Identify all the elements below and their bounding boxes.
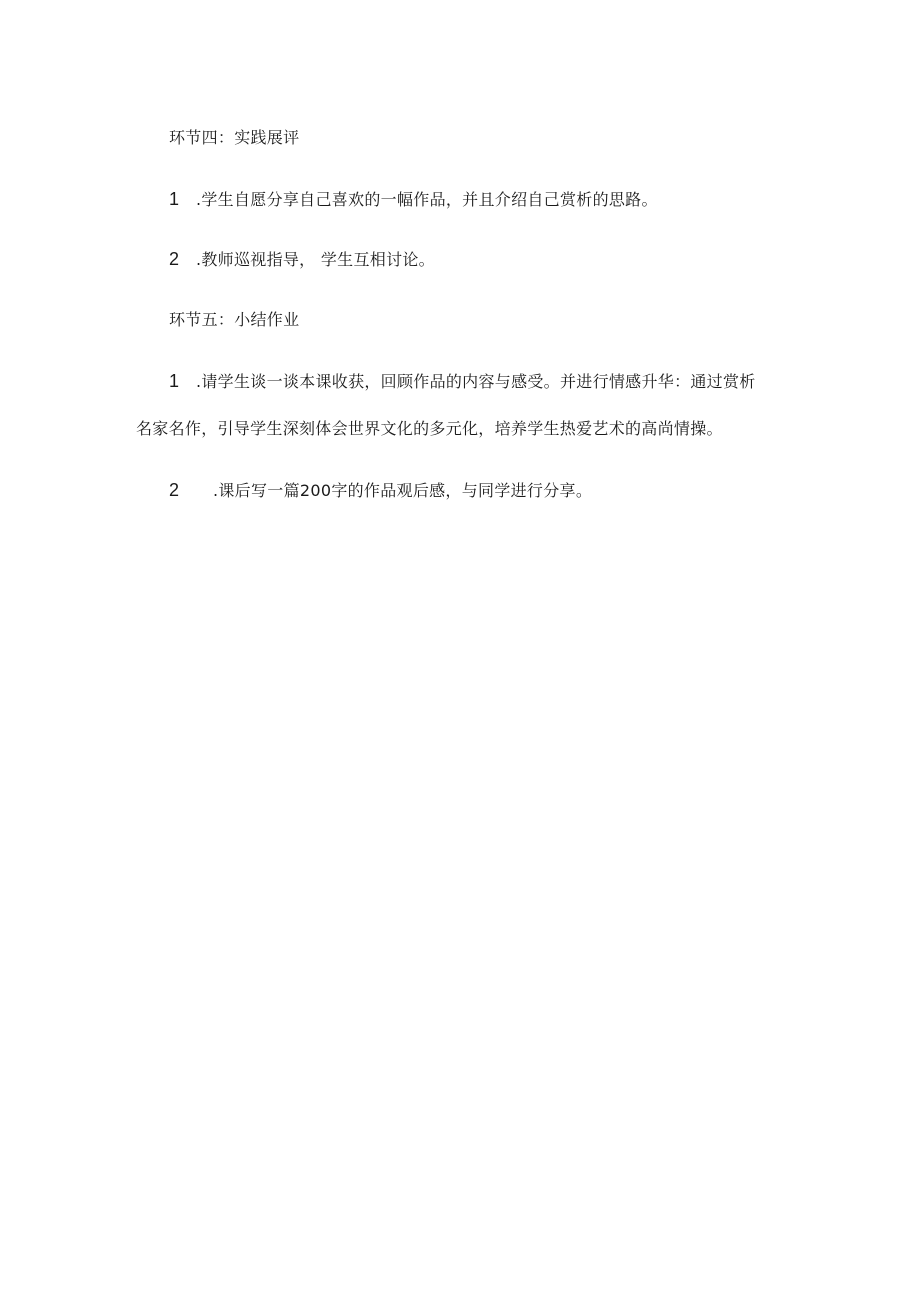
section4-heading: 环节四：实践展评 [169,128,300,147]
item-number: 1 [169,371,180,391]
section4-item-1 [169,189,658,210]
item-text: .学生自愿分享自己喜欢的一幅作品，并且介绍自己赏析的思路。 [196,190,658,209]
section5-item-1 [169,371,756,392]
section5-heading: 环节五：小结作业 [169,310,300,329]
item-number: 2 [169,249,180,269]
section4-item-2 [169,249,435,270]
section5-item-1-continuation: 名家名作，引导学生深刻体会世界文化的多元化，培养学生热爱艺术的高尚情操。 [136,419,723,438]
item-text: .教师巡视指导， 学生互相讨论。 [196,250,435,269]
item-number: 2 [169,480,180,500]
item-text: .请学生谈一谈本课收获，回顾作品的内容与感受。并进行情感升华：通过赏析 [196,372,756,391]
item-number: 1 [169,189,180,209]
item-text: .课后写一篇200字的作品观后感，与同学进行分享。 [213,481,593,500]
section5-item-2 [169,480,592,501]
